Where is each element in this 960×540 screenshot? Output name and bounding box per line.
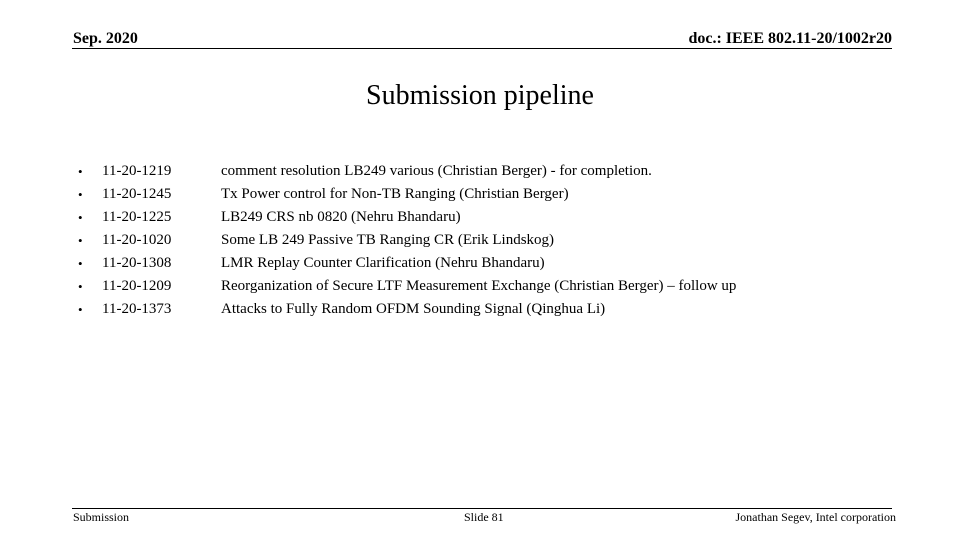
document-description: LB249 CRS nb 0820 (Nehru Bhandaru): [221, 209, 461, 225]
list-item: [78, 160, 898, 183]
bullet-icon: •: [78, 279, 83, 294]
document-description: LMR Replay Counter Clarification (Nehru Bhandaru): [221, 255, 545, 271]
document-number: 11-20-1373: [102, 301, 172, 317]
footer-submission: Submission: [73, 510, 130, 524]
bullet-icon: •: [78, 256, 83, 271]
submission-list: [78, 160, 898, 321]
bullet-icon: •: [78, 233, 83, 248]
list-item: [78, 229, 898, 252]
bullet-icon: •: [78, 187, 83, 202]
document-number: 11-20-1020: [102, 232, 172, 248]
header-doc-id: doc.: IEEE 802.11-20/1002r20: [688, 30, 892, 47]
document-description: Reorganization of Secure LTF Measurement Exchange (Christian Berger) – follow up: [221, 278, 737, 294]
document-description: Tx Power control for Non-TB Ranging (Christian Berger): [221, 186, 569, 202]
slide-number: Slide 81: [464, 510, 504, 524]
document-description: comment resolution LB249 various (Christian Berger) - for completion.: [221, 163, 652, 179]
document-number: 11-20-1308: [102, 255, 172, 271]
header-date: Sep. 2020: [73, 30, 138, 47]
document-number: 11-20-1209: [102, 278, 172, 294]
document-number: 11-20-1219: [102, 163, 172, 179]
list-item: [78, 298, 898, 321]
list-item: [78, 275, 898, 298]
bullet-icon: •: [78, 302, 83, 317]
slide-title: Submission pipeline: [366, 80, 594, 111]
document-description: Some LB 249 Passive TB Ranging CR (Erik Lindskog): [221, 232, 555, 248]
footer-author: Jonathan Segev, Intel corporation: [735, 510, 896, 524]
footer-divider: [72, 508, 892, 509]
document-description: Attacks to Fully Random OFDM Sounding Signal (Qinghua Li): [221, 301, 606, 317]
document-number: 11-20-1225: [102, 209, 172, 225]
header-divider: [72, 48, 892, 49]
list-item: [78, 252, 898, 275]
bullet-icon: •: [78, 164, 83, 179]
document-number: 11-20-1245: [102, 186, 172, 202]
list-item: [78, 206, 898, 229]
list-item: [78, 183, 898, 206]
bullet-icon: •: [78, 210, 83, 225]
